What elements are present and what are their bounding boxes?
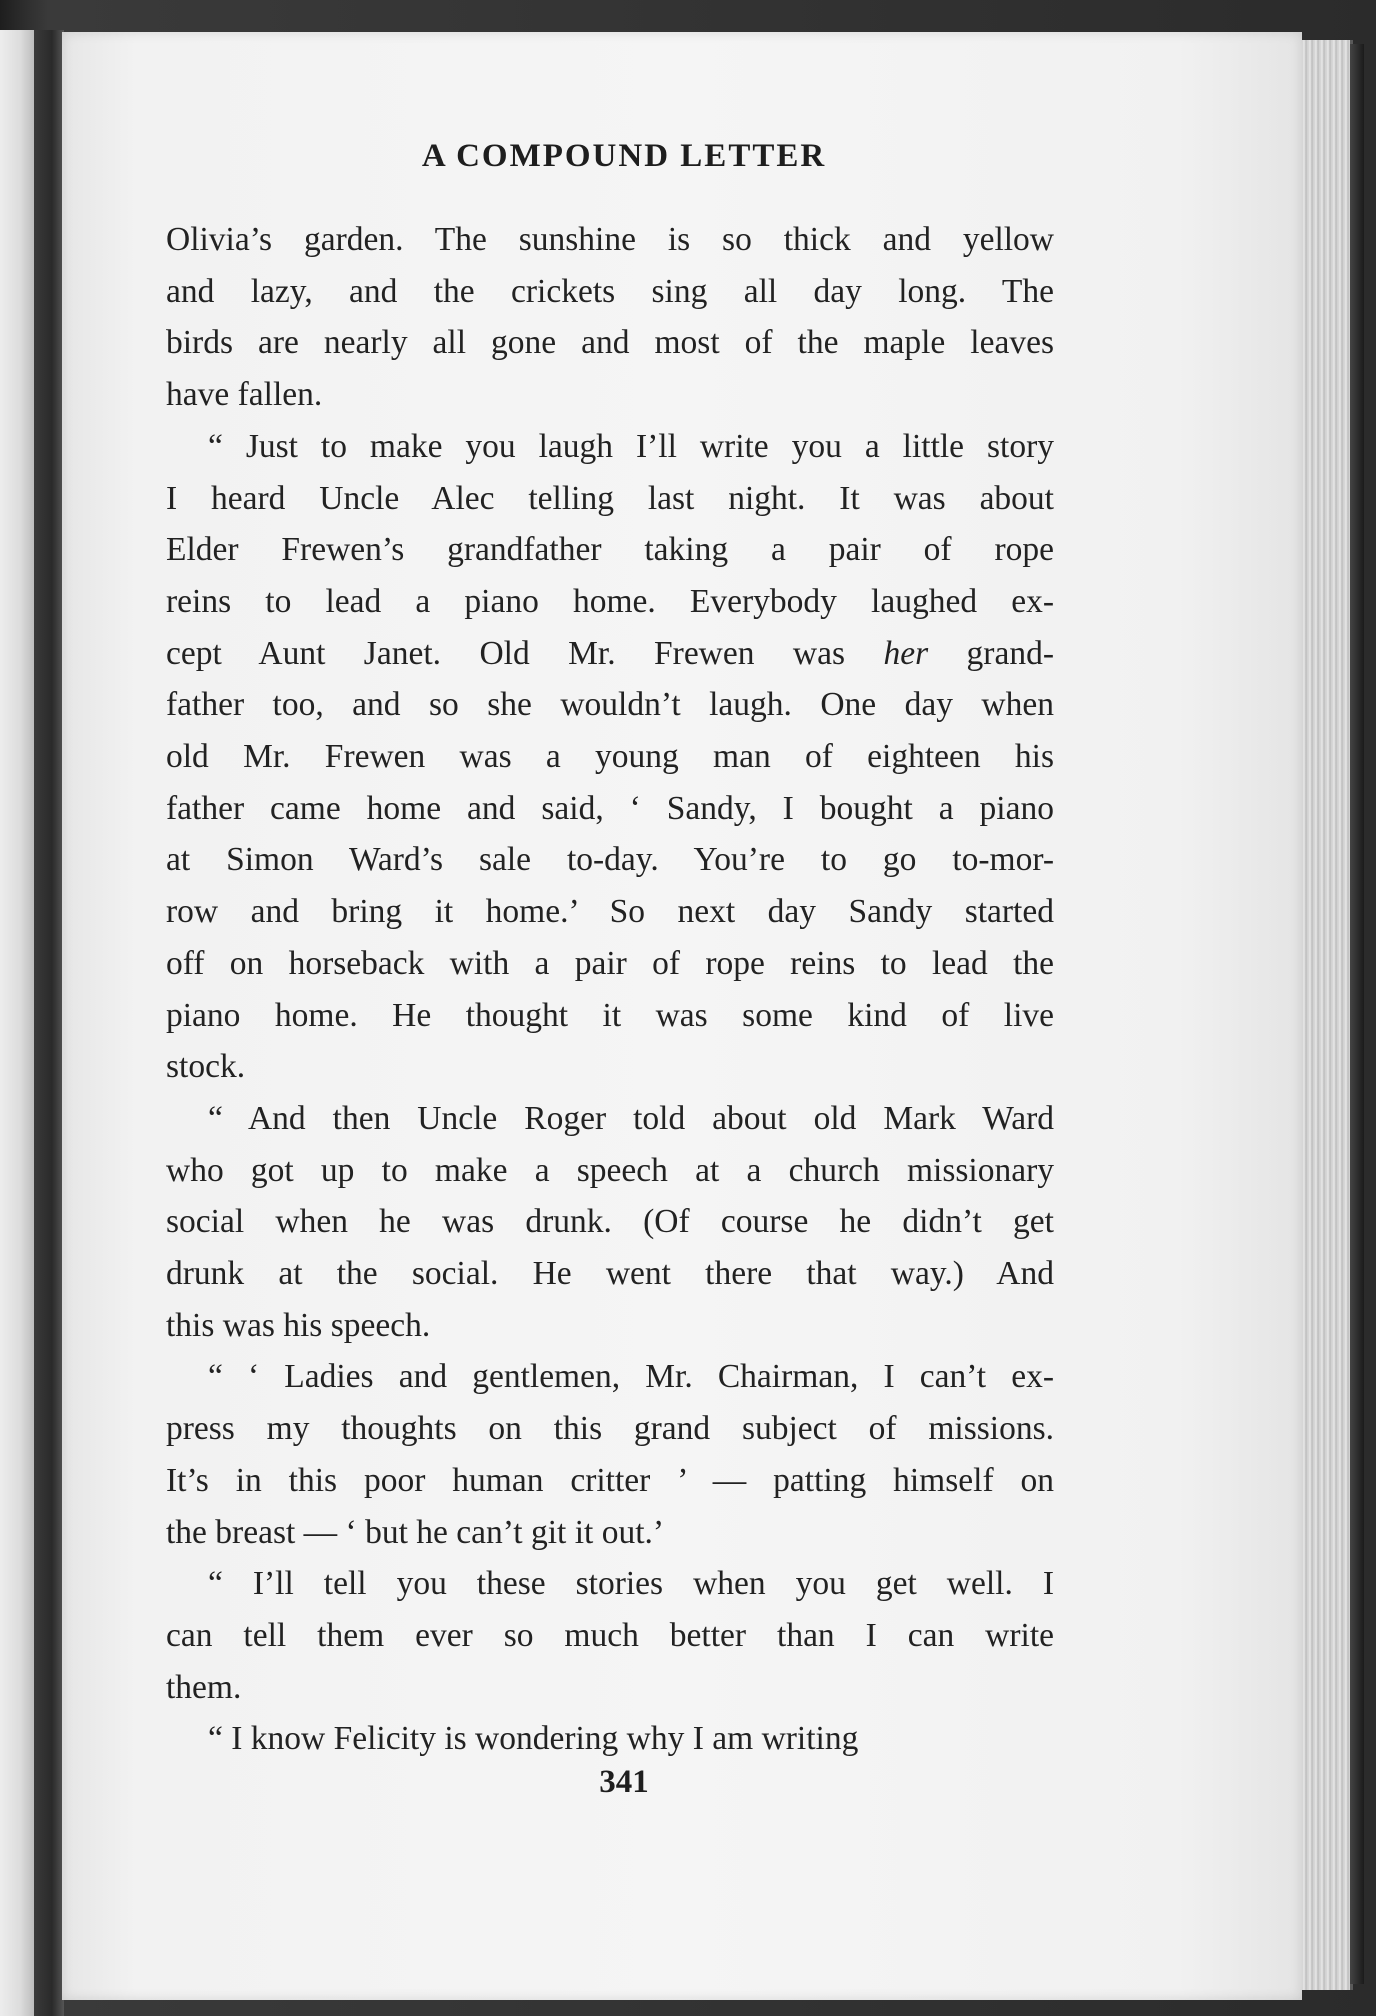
text-line: press my thoughts on this grand subject of missions. — [166, 1410, 1054, 1448]
text-line: have fallen. — [166, 376, 323, 414]
text-line: father came home and said, ‘ Sandy, I bought a piano — [166, 789, 1054, 827]
text-line: “ I know Felicity is wondering why I am writing — [208, 1720, 859, 1758]
text-line: “ I’ll tell you these stories when you get well. I — [208, 1565, 1054, 1603]
body-text — [166, 214, 1054, 1765]
paragraph — [166, 421, 1054, 1093]
text-line: cept Aunt Janet. Old Mr. Frewen was her grand- — [166, 634, 1054, 672]
book-cover-edge — [1350, 44, 1364, 1984]
text-line: and lazy, and the crickets sing all day long. The — [166, 272, 1054, 310]
paragraph — [166, 1558, 1054, 1713]
text-line: the breast — ‘ but he can’t git it out.’ — [166, 1513, 665, 1551]
text-line: birds are nearly all gone and most of the maple leaves — [166, 324, 1054, 362]
running-head: A COMPOUND LETTER — [421, 138, 827, 174]
text-line: Elder Frewen’s grandfather taking a pair of rope — [166, 531, 1054, 569]
text-line: social when he was drunk. (Of course he didn’t get — [166, 1203, 1054, 1241]
text-line: piano home. He thought it was some kind of live — [166, 996, 1054, 1034]
text-line: It’s in this poor human critter ’ — patting himself on — [166, 1461, 1054, 1499]
text-line: who got up to make a speech at a church missionary — [166, 1151, 1054, 1189]
text-line: them. — [166, 1668, 242, 1706]
text-line: stock. — [166, 1048, 246, 1086]
book-spine — [34, 30, 64, 2016]
text-line: “ ‘ Ladies and gentlemen, Mr. Chairman, I can’t ex- — [208, 1358, 1054, 1396]
paragraph — [166, 1093, 1054, 1352]
paragraph — [166, 1351, 1054, 1558]
fore-edge — [1302, 40, 1353, 1990]
page-number: 341 — [599, 1764, 649, 1800]
text-line: Olivia’s garden. The sunshine is so thick and yellow — [166, 221, 1054, 258]
text-line: off on horseback with a pair of rope reins to lead the — [166, 944, 1054, 982]
text-line: “ Just to make you laugh I’ll write you a little story — [208, 427, 1054, 465]
text-line: this was his speech. — [166, 1306, 431, 1344]
text-line: old Mr. Frewen was a young man of eighteen his — [166, 738, 1054, 776]
paragraph — [166, 1713, 1054, 1765]
text-line: reins to lead a piano home. Everybody laughed ex- — [166, 582, 1054, 620]
text-line: “ And then Uncle Roger told about old Mark Ward — [208, 1099, 1054, 1137]
text-line: father too, and so she wouldn’t laugh. One day when — [166, 686, 1054, 724]
left-page-edge — [0, 30, 34, 2016]
text-line: drunk at the social. He went there that way.) And — [166, 1255, 1054, 1293]
paragraph — [166, 214, 1054, 421]
text-line: can tell them ever so much better than I can write — [166, 1616, 1054, 1654]
text-line: at Simon Ward’s sale to-day. You’re to go to-mor- — [166, 841, 1054, 879]
text-line: I heard Uncle Alec telling last night. It was about — [166, 479, 1054, 517]
text-line: row and bring it home.’ So next day Sandy started — [166, 893, 1054, 931]
